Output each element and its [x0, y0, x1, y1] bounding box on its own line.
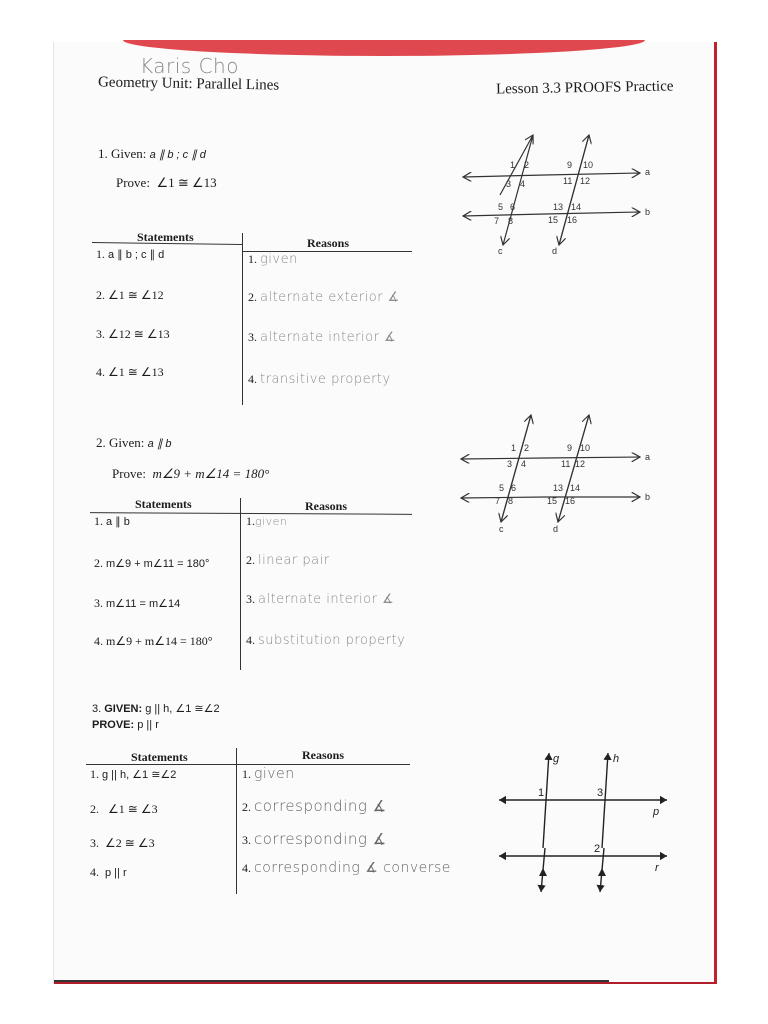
- svg-text:11: 11: [563, 176, 573, 186]
- svg-text:12: 12: [575, 459, 586, 469]
- svg-text:c: c: [498, 246, 503, 256]
- reason-row-2: 2. linear pair: [246, 553, 330, 568]
- svg-text:6: 6: [511, 483, 517, 493]
- problem-1-given: [98, 146, 206, 162]
- prove-text: ∠1 ≅ ∠13: [156, 175, 217, 190]
- svg-text:10: 10: [580, 443, 591, 453]
- svg-text:16: 16: [567, 215, 578, 225]
- reason-row-2: 2. alternate exterior ∡: [248, 290, 400, 305]
- unit-title: Geometry Unit: Parallel Lines: [97, 74, 280, 94]
- svg-text:11: 11: [561, 459, 571, 469]
- table-3-divider: [236, 748, 237, 894]
- svg-text:2: 2: [594, 843, 601, 855]
- problem-3-prove: [92, 719, 159, 731]
- svg-text:4: 4: [521, 459, 527, 469]
- prove-text: p || r: [137, 719, 159, 731]
- svg-text:3: 3: [506, 179, 512, 189]
- svg-text:p: p: [653, 806, 660, 818]
- problem-number: 2.: [96, 435, 106, 450]
- svg-text:3: 3: [507, 459, 513, 469]
- reasons-header: Reasons: [307, 236, 350, 250]
- page-bottom-edge: [54, 980, 609, 982]
- svg-text:1: 1: [538, 787, 545, 799]
- prove-label: Prove:: [116, 175, 150, 190]
- svg-text:d: d: [552, 246, 558, 256]
- problem-2-given: [96, 435, 172, 451]
- svg-text:3: 3: [597, 787, 604, 799]
- svg-text:15: 15: [548, 215, 559, 225]
- svg-text:7: 7: [494, 216, 500, 226]
- problem-2-prove: [112, 466, 269, 482]
- svg-text:8: 8: [508, 496, 514, 506]
- reasons-header: Reasons: [302, 748, 345, 762]
- problem-number: 1.: [98, 146, 108, 161]
- problem-1-prove: [116, 175, 217, 191]
- svg-text:13: 13: [553, 202, 564, 212]
- svg-text:r: r: [655, 862, 659, 874]
- prove-label: PROVE:: [92, 719, 135, 731]
- prove-text: m∠9 + m∠14 = 180°: [152, 466, 270, 481]
- svg-text:6: 6: [510, 202, 516, 212]
- svg-text:h: h: [613, 753, 620, 765]
- statement-row-2: 2. m∠9 + m∠11 = 180°: [94, 556, 210, 570]
- problem-3-given: [92, 702, 220, 715]
- statement-row-4: 4. ∠1 ≅ ∠13: [96, 365, 164, 379]
- svg-text:4: 4: [520, 179, 526, 189]
- svg-text:16: 16: [565, 496, 576, 506]
- svg-text:10: 10: [583, 160, 594, 170]
- svg-text:8: 8: [508, 216, 514, 226]
- svg-text:12: 12: [580, 176, 591, 186]
- table-2-divider: [240, 498, 241, 670]
- svg-text:d: d: [553, 524, 559, 534]
- svg-text:13: 13: [553, 483, 564, 493]
- svg-text:15: 15: [547, 496, 558, 506]
- svg-text:a: a: [645, 167, 651, 177]
- statement-row-3: 3. ∠2 ≅ ∠3: [90, 836, 155, 850]
- svg-text:14: 14: [570, 483, 581, 493]
- reason-row-4: 4. substitution property: [246, 633, 406, 648]
- reasons-header: Reasons: [305, 499, 348, 513]
- prove-label: Prove:: [112, 466, 146, 481]
- reason-row-4: 4. corresponding ∡ converse: [242, 860, 451, 876]
- svg-text:b: b: [645, 492, 651, 502]
- statement-row-1: 1. a ∥ b: [94, 514, 130, 528]
- given-label: Given:: [111, 146, 147, 161]
- svg-text:1: 1: [511, 443, 517, 453]
- lesson-title: Lesson 3.3 PROOFS Practice: [495, 78, 674, 98]
- given-label: Given:: [109, 435, 145, 450]
- problem-number: 3.: [92, 703, 102, 715]
- reason-row-2: 2. corresponding ∡: [242, 797, 387, 815]
- svg-text:9: 9: [567, 443, 573, 453]
- svg-text:14: 14: [571, 202, 582, 212]
- statement-row-4: 4. p || r: [90, 865, 127, 879]
- statements-header: Statements: [135, 497, 192, 511]
- parallel-lines-diagram-2: [455, 410, 665, 535]
- statement-row-3: 3. m∠11 = m∠14: [94, 596, 181, 610]
- svg-text:2: 2: [524, 160, 530, 170]
- given-label: GIVEN:: [104, 703, 143, 715]
- parallel-lines-diagram-3: [495, 748, 675, 896]
- svg-text:5: 5: [499, 483, 505, 493]
- svg-text:5: 5: [498, 202, 504, 212]
- parallel-lines-diagram-1: [455, 130, 665, 260]
- statement-row-2: 2. ∠1 ≅ ∠3: [90, 802, 158, 816]
- statement-row-1: 1. g || h, ∠1 ≅∠2: [90, 767, 177, 781]
- reason-row-3: 3. alternate interior ∡: [246, 592, 395, 607]
- reason-row-3: 3. corresponding ∡: [242, 830, 387, 848]
- student-name: Karis Cho: [140, 54, 239, 78]
- reason-row-1: 1. given: [242, 766, 295, 782]
- statements-header: Statements: [131, 750, 188, 764]
- reason-row-1: 1. given: [248, 252, 298, 267]
- reason-row-4: 4. transitive property: [248, 372, 391, 387]
- table-1-divider: [242, 233, 243, 405]
- statements-header: Statements: [137, 230, 194, 244]
- reason-row-3: 3. alternate interior ∡: [248, 330, 397, 345]
- statement-row-1: 1. a ∥ b ; c ∥ d: [96, 247, 165, 261]
- given-text: g || h, ∠1 ≅∠2: [145, 703, 220, 715]
- svg-text:c: c: [499, 524, 504, 534]
- svg-text:1: 1: [510, 160, 516, 170]
- statement-row-3: 3. ∠12 ≅ ∠13: [96, 327, 170, 341]
- given-text: a ∥ b ; c ∥ d: [149, 149, 206, 161]
- svg-text:b: b: [645, 207, 651, 217]
- svg-text:a: a: [645, 452, 651, 462]
- statement-row-4: 4. m∠9 + m∠14 = 180°: [94, 634, 213, 648]
- svg-text:2: 2: [524, 443, 530, 453]
- svg-text:9: 9: [567, 160, 573, 170]
- given-text: a ∥ b: [147, 438, 172, 450]
- svg-text:g: g: [553, 753, 560, 765]
- svg-text:7: 7: [495, 496, 501, 506]
- reason-row-1: 1.given: [246, 514, 288, 528]
- statement-row-2: 2. ∠1 ≅ ∠12: [96, 288, 164, 302]
